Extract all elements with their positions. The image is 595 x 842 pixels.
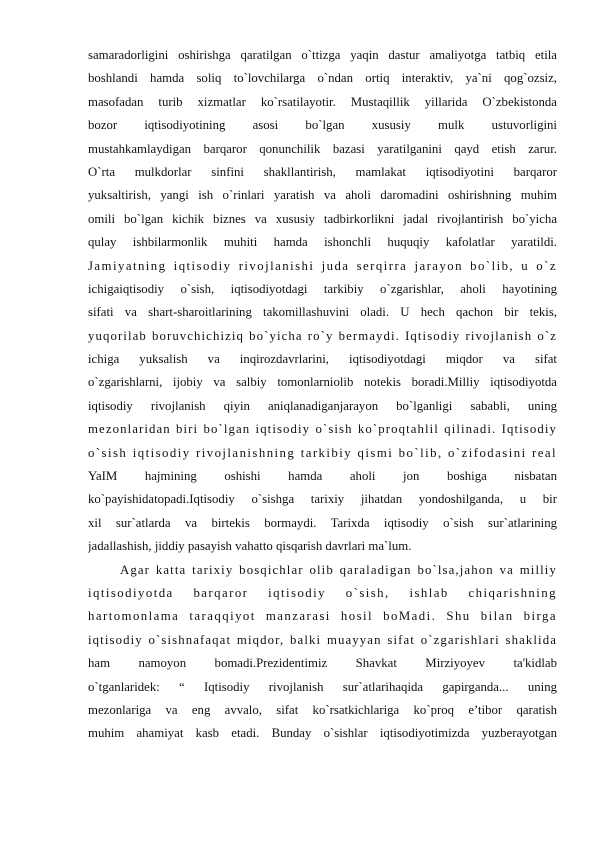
text-line: bozor iqtisodiyotining asosi bo`lgan xususiy mulk ustuvorligini bbox=[88, 118, 557, 133]
text-line: boshlandi hamda soliq to`lovchilarga o`ndan ortiq interaktiv, ya`ni qog`ozsiz, bbox=[88, 71, 557, 86]
text-line: O`rta mulkdorlar sinfini shakllantirish, mamlakat iqtisodiyotini barqaror bbox=[88, 164, 557, 179]
text-line: YaIM hajmining oshishi hamda aholi jon boshiga nisbatan bbox=[88, 469, 557, 484]
text-line: ichiga yuksalish va inqirozdavrlarini, iqtisodiyotdagi miqdor va sifat bbox=[88, 352, 557, 367]
text-line: mezonlariga va eng avvalo, sifat ko`rsatkichlariga ko`proq e’tibor qaratish bbox=[88, 702, 557, 717]
text-line: mustahkamlaydigan barqaror qonunchilik bazasi yaratilganini qayd etish zarur. bbox=[88, 141, 557, 156]
text-line: masofadan turib xizmatlar ko`rsatilayotir. Mustaqillik yillarida O`zbekistonda bbox=[88, 94, 557, 109]
text-line: Jamiyatning iqtisodiy rivojlanishi juda serqirra jarayon bo`lib, u o`z bbox=[88, 258, 557, 273]
document-page bbox=[88, 44, 557, 746]
text-line: jadallashish, jiddiy pasayish vahatto qisqarish davrlari ma`lum. bbox=[88, 539, 412, 554]
text-line: mezonlaridan biri bo`lgan iqtisodiy o`sish ko`proqtahlil qilinadi. Iqtisodiy bbox=[88, 422, 557, 437]
text-line: ham namoyon bomadi.Prezidentimiz Shavkat Mirziyoyev ta'kidlab bbox=[88, 656, 557, 671]
text-line: hartomonlama taraqqiyot manzarasi hosil boMadi. Shu bilan birga bbox=[88, 609, 557, 624]
text-line: muhim ahamiyat kasb etadi. Bunday o`sishlar iqtisodiyotimizda yuzberayotgan bbox=[88, 726, 557, 741]
text-line: omili bo`lgan kichik biznes va xususiy tadbirkorlikni jadal rivojlantirish bo`yicha bbox=[88, 211, 557, 226]
text-line: iqtisodiy rivojlanish qiyin aniqlanadiganjarayon bo`lganligi sababli, uning bbox=[88, 398, 557, 413]
text-line: ko`payishidatopadi.Iqtisodiy o`sishga tarixiy jihatdan yondoshilganda, u bir bbox=[88, 492, 557, 507]
text-line: Agar katta tarixiy bosqichlar olib qaraladigan bo`lsa,jahon va milliy bbox=[120, 562, 557, 577]
text-line: yuqorilab boruvchichiziq bo`yicha ro`y bermaydi. Iqtisodiy rivojlanish o`z bbox=[88, 328, 557, 343]
text-line: iqtisodiy o`sishnafaqat miqdor, balki muayyan sifat o`zgarishlari shaklida bbox=[88, 632, 557, 647]
text-line: sifati va shart-sharoitlarining takomillashuvini oladi. U hech qachon bir tekis, bbox=[88, 305, 557, 320]
text-line: yuksaltirish, yangi ish o`rinlari yaratish va aholi daromadini oshirishning muhim bbox=[88, 188, 557, 203]
text-line: o`sish iqtisodiy rivojlanishning tarkibiy qismi bo`lib, o`zifodasini real bbox=[88, 445, 557, 460]
text-line: iqtisodiyotda barqaror iqtisodiy o`sish, ishlab chiqarishning bbox=[88, 585, 557, 600]
text-line: o`tganlaridek: “ Iqtisodiy rivojlanish sur`atlarihaqida gapirganda... uning bbox=[88, 679, 557, 694]
text-line: samaradorligini oshirishga qaratilgan o`ttizga yaqin dastur amaliyotga tatbiq etila bbox=[88, 48, 557, 62]
text-line: qulay ishbilarmonlik muhiti hamda ishonchli huquqiy kafolatlar yaratildi. bbox=[88, 235, 557, 250]
text-line: xil sur`atlarda va birtekis bormaydi. Tarixda iqtisodiy o`sish sur`atlarining bbox=[88, 515, 557, 530]
text-line: ichigaiqtisodiy o`sish, iqtisodiyotdagi tarkibiy o`zgarishlar, aholi hayotining bbox=[88, 281, 557, 296]
text-line: o`zgarishlarni, ijobiy va salbiy tomonlarniolib notekis boradi.Milliy iqtisodiyotda bbox=[88, 375, 557, 390]
